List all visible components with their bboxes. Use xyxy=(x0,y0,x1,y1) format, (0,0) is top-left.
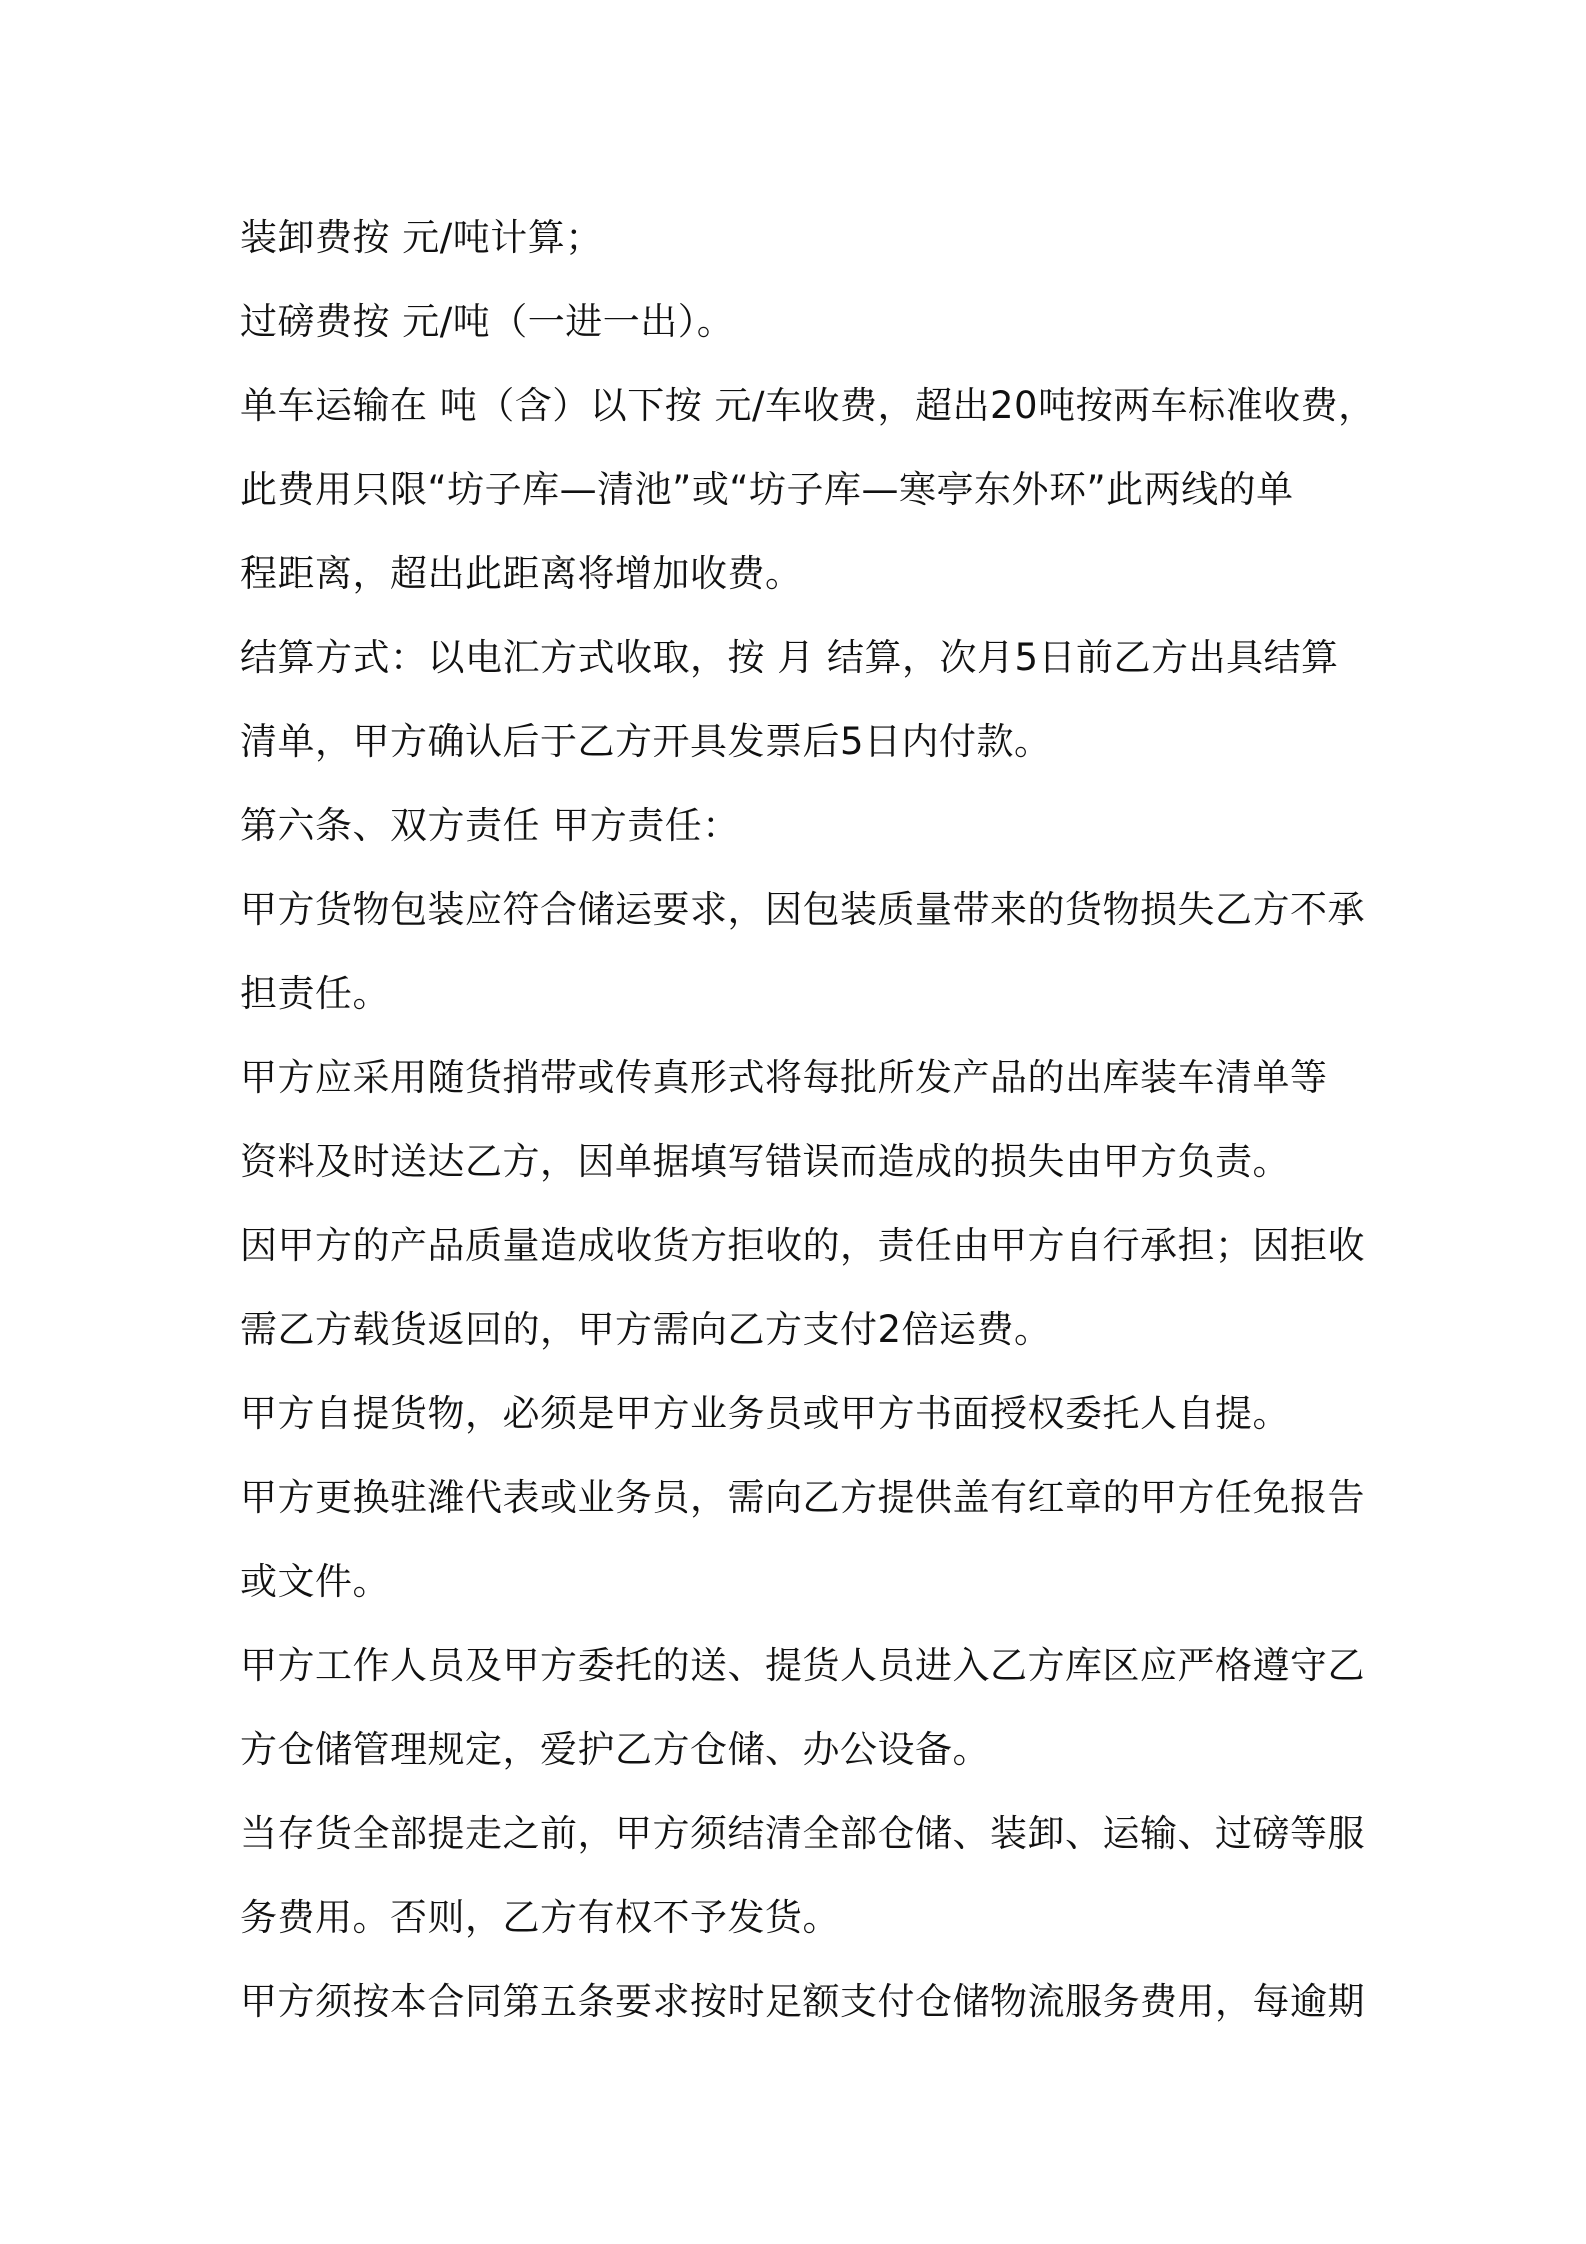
text-line: 单车运输在 吨（含）以下按 元/车收费，超出20吨按两车标准收费， xyxy=(240,384,1376,427)
text-line: 装卸费按 元/吨计算； xyxy=(240,216,603,259)
section-heading: 第六条、双方责任 甲方责任： xyxy=(240,804,740,847)
document-body xyxy=(240,196,1376,2044)
text-line: 此费用只限“坊子库—清池”或“坊子库—寒亭东外环”此两线的单 xyxy=(240,468,1294,511)
text-line: 或文件。 xyxy=(240,1560,390,1603)
text-line: 需乙方载货返回的，甲方需向乙方支付2倍运费。 xyxy=(240,1308,1052,1351)
text-line: 担责任。 xyxy=(240,972,390,1015)
text-line: 甲方更换驻潍代表或业务员，需向乙方提供盖有红章的甲方任免报告 xyxy=(240,1476,1365,1519)
text-line: 甲方自提货物，必须是甲方业务员或甲方书面授权委托人自提。 xyxy=(240,1392,1290,1435)
text-line: 甲方须按本合同第五条要求按时足额支付仓储物流服务费用，每逾期 xyxy=(240,1980,1365,2023)
text-line: 当存货全部提走之前，甲方须结清全部仓储、装卸、运输、过磅等服 xyxy=(240,1812,1365,1855)
text-line: 方仓储管理规定，爱护乙方仓储、办公设备。 xyxy=(240,1728,990,1771)
text-line: 结算方式：以电汇方式收取，按 月 结算，次月5日前乙方出具结算 xyxy=(240,636,1339,679)
text-line: 务费用。否则，乙方有权不予发货。 xyxy=(240,1896,840,1939)
text-line: 过磅费按 元/吨（一进一出）。 xyxy=(240,300,735,343)
text-line: 程距离，超出此距离将增加收费。 xyxy=(240,552,803,595)
text-line: 甲方工作人员及甲方委托的送、提货人员进入乙方库区应严格遵守乙 xyxy=(240,1644,1365,1687)
text-line: 因甲方的产品质量造成收货方拒收的，责任由甲方自行承担；因拒收 xyxy=(240,1224,1365,1267)
text-line: 资料及时送达乙方，因单据填写错误而造成的损失由甲方负责。 xyxy=(240,1140,1290,1183)
text-line: 甲方货物包装应符合储运要求，因包装质量带来的货物损失乙方不承 xyxy=(240,888,1365,931)
text-line: 清单，甲方确认后于乙方开具发票后5日内付款。 xyxy=(240,720,1052,763)
text-line: 甲方应采用随货捎带或传真形式将每批所发产品的出库装车清单等 xyxy=(240,1056,1328,1099)
